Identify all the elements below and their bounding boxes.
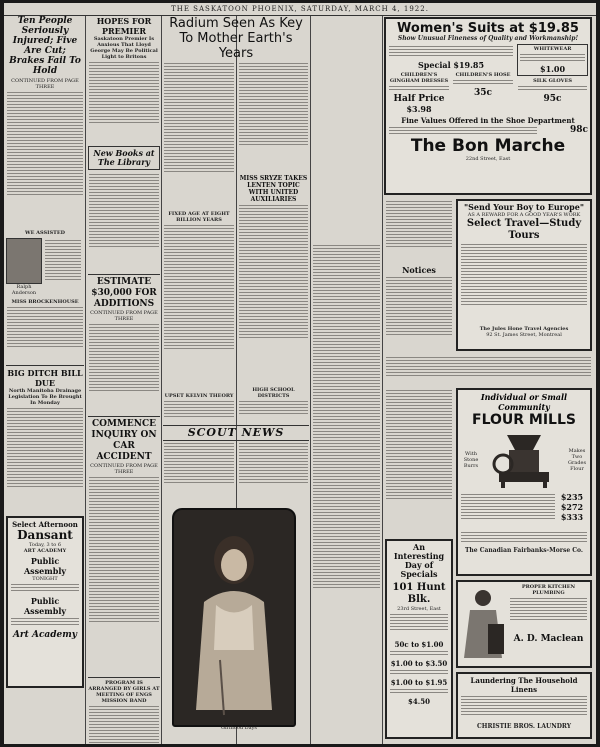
- headline-miss-sryze: MISS SRYZE TAKES LENTEN TOPIC WITH UNITED AUXILIARIES: [239, 175, 308, 203]
- headline-estimate: ESTIMATE $30,000 FOR ADDITIONS: [91, 277, 157, 309]
- article-text: [44, 238, 82, 294]
- half-price: Half Price: [393, 94, 445, 104]
- bon-marche-sub: Show Unusual Fineness of Quality and Workmanship!: [397, 35, 579, 42]
- subhead-upset: UPSET KELVIN THEORY: [164, 393, 234, 399]
- article-text: [6, 90, 84, 230]
- article-text: [238, 61, 309, 175]
- hunt-block: 101 Hunt Blk.: [392, 582, 446, 605]
- subhead-fixed-age: FIXED AGE AT EIGHT BILLION YEARS: [168, 211, 230, 223]
- hunt-title-1: An Interesting: [393, 542, 445, 561]
- headline-big-ditch: BIG DITCH BILL DUE: [7, 368, 83, 388]
- laundry-ad: [456, 672, 592, 739]
- europe-address: 92 St. James Street, Montreal: [486, 332, 562, 338]
- dansant-title: Select Afternoon: [12, 520, 78, 529]
- womens-suits-headline: Women's Suits at $19.85: [397, 21, 579, 36]
- headline-radium: Radium Seen As Key To Mother Earth's Years: [169, 16, 303, 61]
- bon-marche-name: The Bon Marche: [410, 136, 566, 156]
- newspaper-page: [4, 3, 596, 744]
- ginghams-title: CHILDREN'S GINGHAM DRESSES: [389, 72, 449, 84]
- woman-portrait-illustration: [174, 510, 294, 725]
- headline-scout-news: SCOUT NEWS: [187, 426, 285, 439]
- photo-caption: Girlhood Days: [221, 725, 257, 731]
- column-3: [163, 16, 309, 499]
- headline-program: PROGRAM IS ARRANGED BY GIRLS AT MEETING OF ENGS MISSION BAND: [88, 680, 160, 704]
- kitchen-title: PROPER KITCHEN PLUMBING: [521, 584, 576, 596]
- article-text: [6, 305, 84, 363]
- bon-marche-ad: [384, 17, 592, 195]
- article-text: [88, 704, 160, 744]
- flour-price-3: $333: [560, 512, 584, 522]
- portrait-photo-woman: [172, 508, 296, 727]
- article-text: [6, 406, 84, 516]
- europe-agency: The Jules Hone Travel Agencies: [479, 326, 569, 332]
- dansant-ad: [6, 516, 84, 688]
- headline-new-books: New Books at The Library: [93, 148, 155, 167]
- subhead-miss-brockenhouse: MISS BROCKENHOUSE: [11, 299, 79, 305]
- whitewear-title: WHITEWEAR: [533, 46, 572, 52]
- hunt-block-ad: [385, 539, 453, 739]
- flour-company: The Canadian Fairbanks-Morse Co.: [464, 547, 584, 554]
- article-text: [88, 172, 160, 272]
- kitchen-name: A. D. Maclean: [513, 634, 584, 644]
- continued-note: CONTINUED FROM PAGE THREE: [90, 310, 158, 322]
- article-text: [163, 61, 235, 211]
- portrait-caption: Ralph Anderson: [11, 284, 37, 296]
- kitchen-plumbing-ad: [456, 580, 592, 668]
- portrait-photo: [6, 238, 42, 284]
- childrens-hose: CHILDREN'S HOSE: [455, 72, 511, 78]
- laundry-company: CHRISTIE BROS. LAUNDRY: [477, 723, 571, 730]
- article-text: [238, 203, 309, 387]
- price-98c: 98c: [569, 125, 588, 135]
- hunt-price-4: $4.50: [408, 697, 430, 706]
- notices-text: [385, 355, 592, 385]
- notices-title: Notices: [402, 265, 436, 275]
- sale-text-column: [385, 388, 453, 536]
- portrait-block: [6, 238, 42, 296]
- article-text: [88, 322, 160, 414]
- europe-sub: AS A REWARD FOR A GOOD YEAR'S WORK: [467, 212, 581, 218]
- subhead-we-assisted: WE ASSISTED: [25, 230, 65, 236]
- dansant-name: Dansant: [17, 528, 73, 542]
- flour-makes: Makes Two Grades Flour: [567, 448, 587, 472]
- special-price: Special $19.85: [418, 60, 485, 70]
- europe-select: Select Travel—Study Tours: [466, 218, 582, 241]
- price-398: $3.98: [406, 104, 432, 114]
- flour-title-1: Individual or Small Community: [480, 392, 568, 412]
- dansant-tonight: TONIGHT: [32, 576, 58, 582]
- hunt-price-3: $1.00 to $1.95: [390, 678, 448, 687]
- flour-price-1: $235: [560, 492, 584, 502]
- hunt-price-1: 50c to $1.00: [394, 640, 444, 649]
- column-rule: [85, 16, 86, 744]
- laundry-title: Laundering The Household Linens: [470, 676, 578, 694]
- price-95c: 95c: [543, 94, 562, 104]
- hunt-title-2: Day of Specials: [400, 560, 438, 579]
- continued-note: CONTINUED FROM PAGE THREE: [11, 78, 79, 90]
- column-2: [88, 16, 160, 744]
- article-text: [88, 475, 160, 675]
- hunt-street: 23rd Street, East: [397, 606, 441, 612]
- dansant-today: Today, 3 to 6: [28, 542, 62, 548]
- column-rule: [161, 16, 162, 744]
- notices-column: [385, 199, 453, 357]
- price-35c: 35c: [473, 88, 492, 98]
- headline-commence-inquiry: COMMENCE INQUIRY ON CAR ACCIDENT: [91, 419, 157, 462]
- subhead-big-ditch: North Manitoba Drainage Legislation To Be Brought In Monday: [8, 388, 82, 406]
- subhead-hopes: Saskatoon Premier Is Anxious That Lloyd George May Be Political Light to Britons: [90, 36, 158, 60]
- flour-title-2: FLOUR MILLS: [472, 412, 576, 428]
- bon-marche-address: 22nd Street, East: [465, 156, 511, 162]
- continued-note: CONTINUED FROM PAGE THREE: [90, 463, 158, 475]
- column-1: [6, 16, 84, 688]
- fine-values: Fine Values Offered in the Shoe Department: [401, 116, 575, 125]
- public-assembly-1: Public Assembly: [23, 556, 67, 576]
- column-rule: [310, 16, 311, 744]
- whitewear-price: $1.00: [540, 64, 566, 74]
- flour-price-2: $272: [560, 502, 584, 512]
- flour-with: With Stone Burrs: [463, 451, 479, 469]
- hunt-price-2: $1.00 to $3.50: [390, 659, 448, 668]
- headline-ten-people: Ten People Seriously Injured; Five Are Cut; Brakes Fail To Hold: [9, 16, 81, 76]
- kitchen-woman-illustration: [460, 584, 506, 662]
- article-text: [88, 60, 160, 144]
- silk-gloves: SILK GLOVES: [533, 78, 572, 84]
- masthead: THE SASKATOON PHOENIX, SATURDAY, MARCH 4, 1922.: [4, 3, 596, 16]
- article-text: [163, 223, 235, 393]
- headline-hopes-premier: HOPES FOR PREMIER: [96, 16, 152, 36]
- flour-mills-ad: [456, 388, 592, 576]
- flour-mill-illustration: [489, 430, 559, 490]
- column-rule: [382, 16, 383, 744]
- europe-travel-ad: [456, 199, 592, 351]
- public-assembly-2: Public Assembly: [23, 596, 67, 616]
- art-academy: Art Academy: [12, 630, 78, 640]
- dansant-academy: ART ACADEMY: [23, 548, 67, 554]
- subhead-school: HIGH SCHOOL DISTRICTS: [252, 387, 295, 399]
- europe-title: "Send Your Boy to Europe": [463, 202, 585, 212]
- column-5-text: [312, 243, 381, 703]
